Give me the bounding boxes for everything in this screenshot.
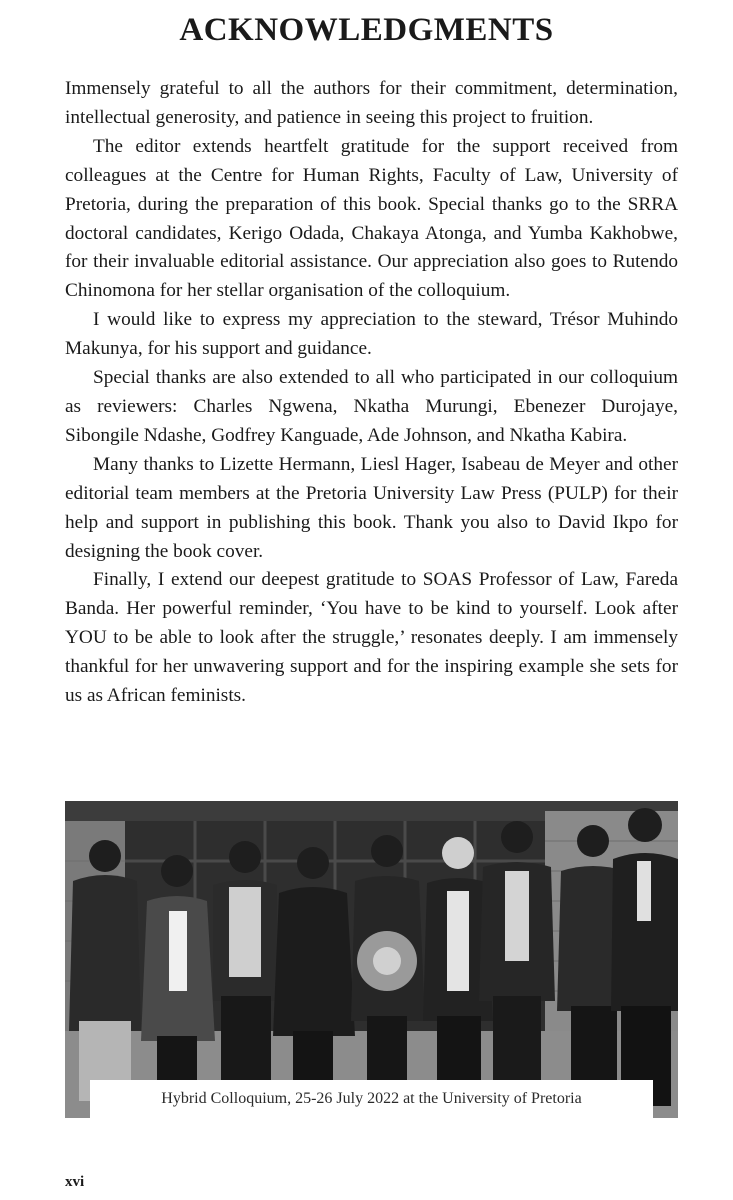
paragraph-steward: I would like to express my appreciation to the steward, Trésor Muhindo Makunya, for his support and guidance. bbox=[65, 309, 678, 360]
acknowledgments-text bbox=[65, 75, 678, 711]
paragraph-editor-gratitude: The editor extends heartfelt gratitude for the support received from colleagues at the Centre for Human Rights, Faculty of Law, University of Pretoria, during the preparation of this book. Special thanks go to the SRRA doctoral candidates, Kerigo Odada, Chakaya Atonga, and Yumba Kakhobwe, for their invaluable editorial assistance. Our appreciation also goes to Rutendo Chinomona for her stellar organisation of the colloquium. bbox=[65, 135, 678, 302]
paragraph-final-gratitude: Finally, I extend our deepest gratitude to SOAS Professor of Law, Fareda Banda. Her powerful reminder, ‘You have to be kind to yourself. Look after YOU to be able to look after the struggle,’ resonates deeply. I am immensely thankful for her unwavering support and for the inspiring example she sets for us as African feminists. bbox=[65, 569, 678, 707]
group-photo-illustration bbox=[65, 801, 678, 1118]
paragraph-authors: Immensely grateful to all the authors for their commitment, determination, intellectual generosity, and patience in seeing this project to fruition. bbox=[65, 78, 678, 128]
page-title: ACKNOWLEDGMENTS bbox=[179, 12, 554, 48]
photo-caption: Hybrid Colloquium, 25-26 July 2022 at the University of Pretoria bbox=[90, 1080, 653, 1118]
page-number: xvi bbox=[65, 1174, 85, 1190]
paragraph-reviewers: Special thanks are also extended to all who participated in our colloquium as reviewers: Charles Ngwena, Nkatha Murungi, Ebenezer Durojaye, Sibongile Ndashe, Godfrey Kanguade, Ade Johnson, and Nkatha Kabira. bbox=[65, 367, 678, 446]
group-photo bbox=[65, 801, 678, 1118]
paragraph-editorial-team: Many thanks to Lizette Hermann, Liesl Hager, Isabeau de Meyer and other editorial team members at the Pretoria University Law Press (PULP) for their help and support in publishing this book. Thank you also to David Ikpo for designing the book cover. bbox=[65, 453, 678, 562]
